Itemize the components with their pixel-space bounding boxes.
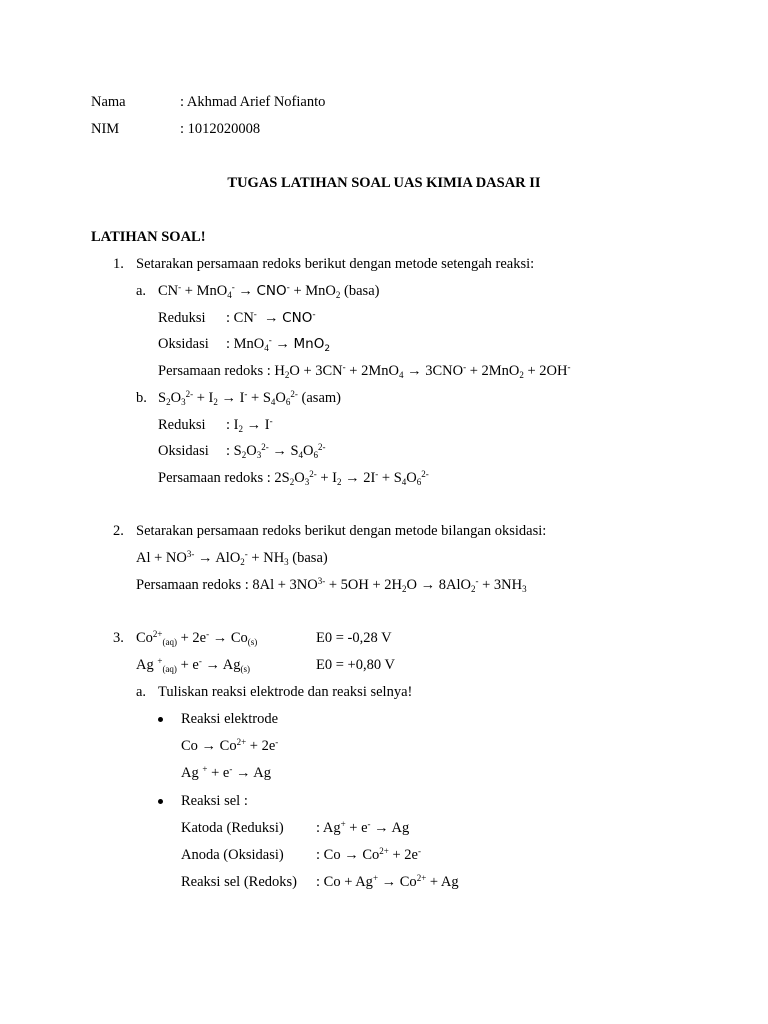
q1a-persamaan: Persamaan redoks : $H_2O + 3CN^- + 2MnO_4 \to 3CNO^- + 2MnO_2 + 2OH^-$ <box>158 361 571 381</box>
section-heading: LATIHAN SOAL! <box>91 229 206 245</box>
q3-sel-equation: : $Co + Ag^+ \to Co^{2+} + Ag$ <box>316 872 459 890</box>
q1a-oksidasi-label: Oksidasi <box>158 336 209 352</box>
nim-label: NIM <box>91 121 120 137</box>
q1b-oksidasi-equation: : $S_2O_3^{2-} \to S_4O_6^{2-}$ <box>226 441 326 461</box>
q3-sel-label: Reaksi sel (Redoks) <box>181 874 297 890</box>
q1a-reduksi-label: Reduksi <box>158 310 206 326</box>
q3-bullet-elektrode: Reaksi elektrode <box>181 711 279 727</box>
q1a-reduksi-equation: : CN- → CNO- <box>226 308 316 326</box>
q3a-marker: a. <box>136 684 147 700</box>
q3-katoda-equation: : Ag+ + e- → Ag <box>316 818 410 836</box>
q2-condition: (basa) <box>292 550 328 566</box>
q3-ag-halfreaction: Ag $^+_{(aq)} + e^- \to Ag_{(s)}$ <box>136 655 250 675</box>
q1b-oksidasi-label: Oksidasi <box>158 443 209 459</box>
q3-anoda-equation: : $Co \to Co^{2+} + 2e^-$ <box>316 845 421 863</box>
q3-elektrode-co: $Co \to Co^{2+} + 2e^-$ <box>181 736 279 754</box>
q1a-persamaan-label: Persamaan redoks : <box>158 363 271 379</box>
q2-persamaan: Persamaan redoks : $8Al + 3NO^{3-} + 5OH + 2H_2O \to 8AlO_2^- + 3NH_3$ <box>136 575 527 595</box>
q1b-equation: $S_2O_3^{2-} + I_2 \to I^- + S_4O_6^{2-}$ (asam) <box>158 388 341 408</box>
q1-number: 1. <box>113 256 124 272</box>
q1b-persamaan-label: Persamaan redoks : <box>158 470 271 486</box>
bullet-icon <box>158 717 163 722</box>
q2-prompt: Setarakan persamaan redoks berikut dengan metode bilangan oksidasi: <box>136 523 547 539</box>
nim-value: : 1012020008 <box>180 121 261 137</box>
q3-elektrode-ag: Ag + + e- → Ag <box>181 763 271 781</box>
bullet-icon <box>158 799 163 804</box>
q1b-marker: b. <box>136 390 147 406</box>
q3-anoda-label: Anoda (Oksidasi) <box>181 847 284 863</box>
q1a-oksidasi-equation: : MnO$_4$- → MnO$_2$ <box>226 334 331 355</box>
q3-number: 3. <box>113 630 124 646</box>
q1b-persamaan: Persamaan redoks : $2S_2O_3^{2-} + I_2 \to 2I^- + S_4O_6^{2-}$ <box>158 468 429 488</box>
q2-equation: $Al + NO^{3-} \to AlO_2^- + NH_3$ (basa) <box>136 548 328 568</box>
q1a-marker: a. <box>136 283 147 299</box>
q2-persamaan-label: Persamaan redoks : <box>136 577 249 593</box>
nama-label: Nama <box>91 94 126 110</box>
q1a-condition: (basa) <box>344 283 380 299</box>
q3-co-halfreaction: $Co^{2+}_{(aq)} + 2e^- \to Co_{(s)}$ <box>136 628 258 648</box>
q1b-condition: (asam) <box>301 390 341 406</box>
q3a-prompt: Tuliskan reaksi elektrode dan reaksi selnya! <box>158 684 413 700</box>
q1b-reduksi-equation: : $I_2 \to I^-$ <box>226 415 273 435</box>
q3-bullet-sel: Reaksi sel : <box>181 793 248 809</box>
q1-prompt: Setarakan persamaan redoks berikut dengan metode setengah reaksi: <box>136 256 535 272</box>
q1b-reduksi-label: Reduksi <box>158 417 206 433</box>
q3-e0-co: E0 = -0,28 V <box>316 630 392 646</box>
nama-value: : Akhmad Arief Nofianto <box>180 94 326 110</box>
q1a-equation: CN- + MnO$_4$- → CNO- + MnO$_2$ (basa) <box>158 281 380 301</box>
q3-e0-ag: E0 = +0,80 V <box>316 657 395 673</box>
q3-katoda-label: Katoda (Reduksi) <box>181 820 284 836</box>
document-title: TUGAS LATIHAN SOAL UAS KIMIA DASAR II <box>227 175 541 191</box>
q2-number: 2. <box>113 523 124 539</box>
